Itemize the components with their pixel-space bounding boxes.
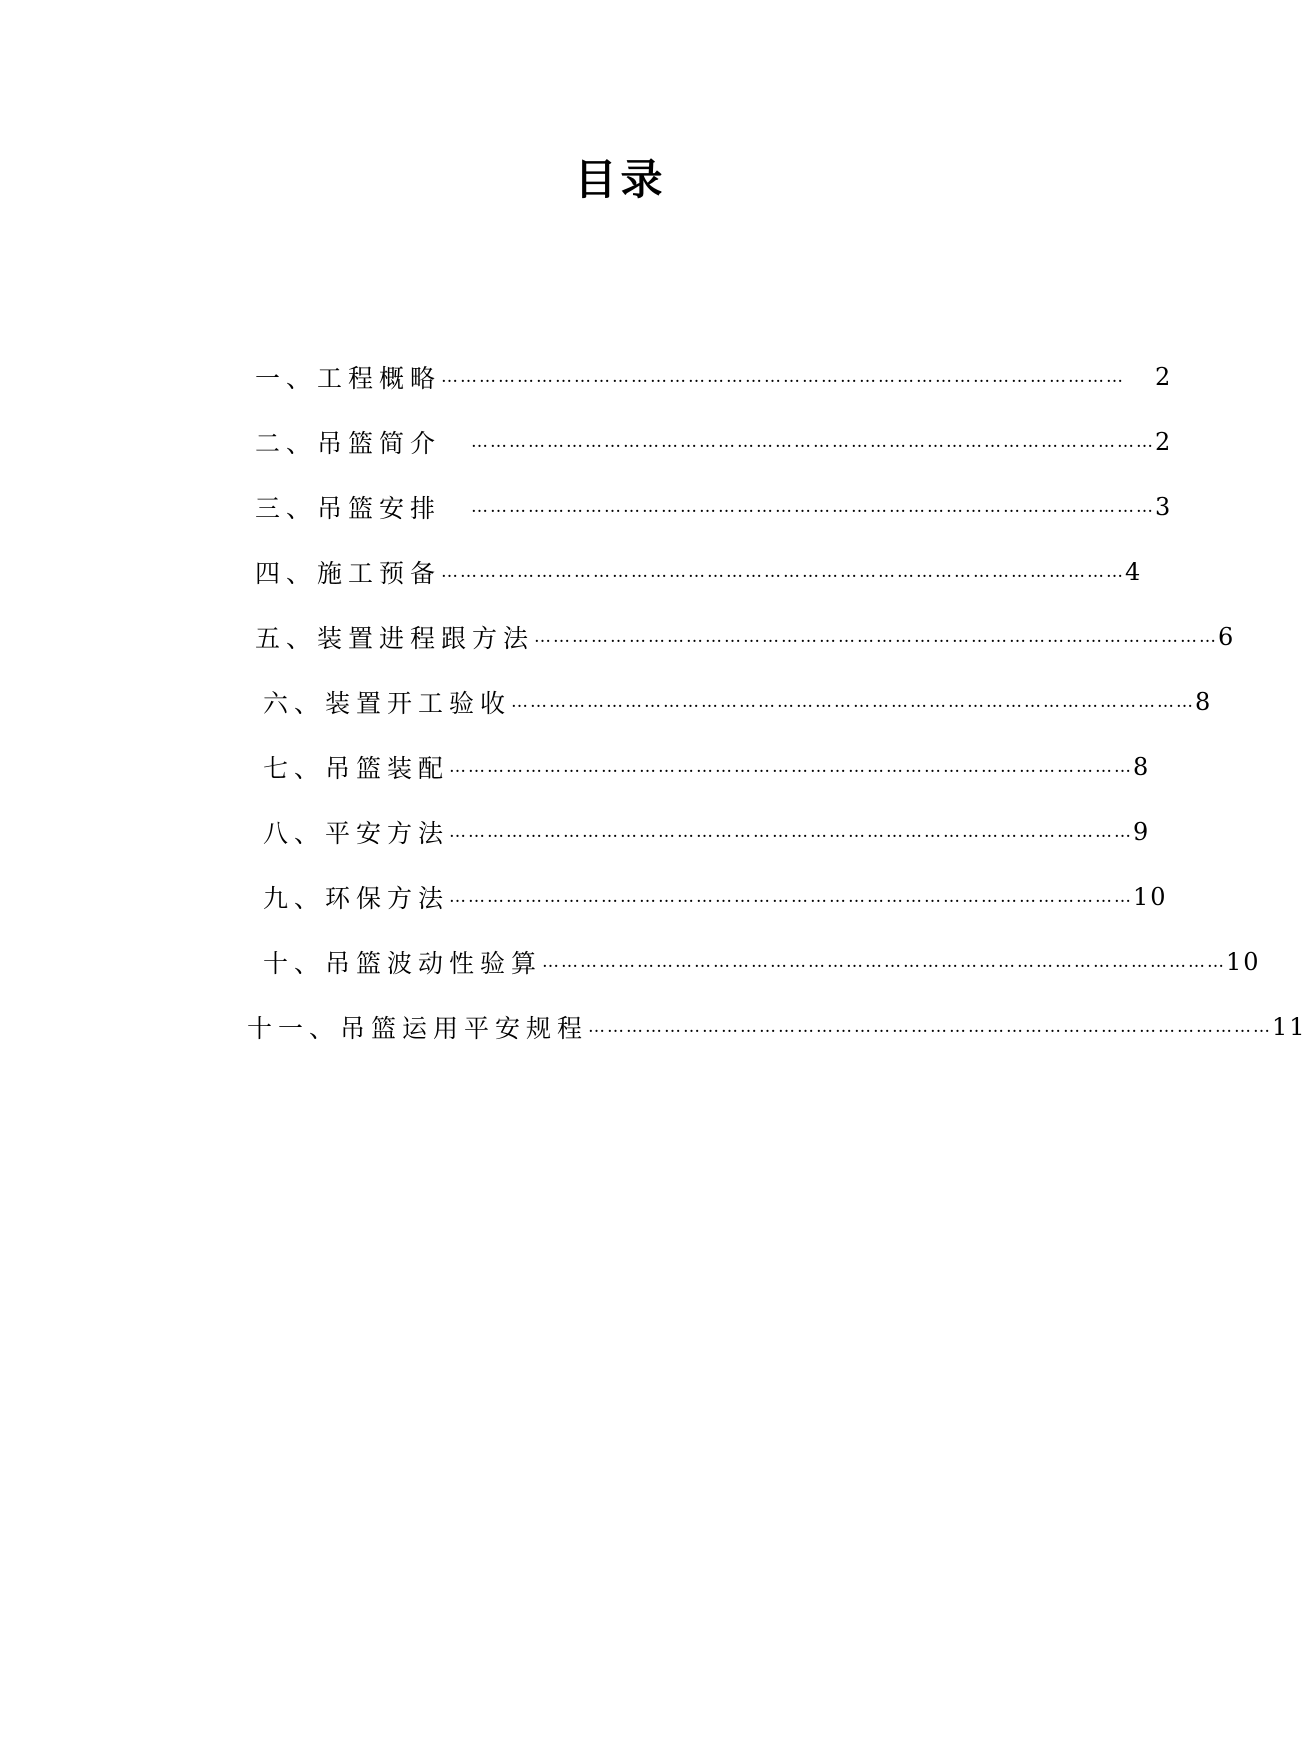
dot-leader: ……………………………………………………………………………………………… (542, 952, 1227, 972)
dot-leader: ……………………………………………………………………………………………… (449, 887, 1134, 907)
toc-entry-label: 九、环保方法 (263, 884, 450, 913)
toc-entry-label: 六、装置开工验收 (263, 689, 512, 718)
toc-entry-label: 十、吊篮波动性验算 (263, 949, 543, 978)
toc-entry[interactable] (263, 747, 1151, 787)
toc-entry-page: 8 (1195, 688, 1213, 716)
toc-entry[interactable] (255, 617, 1236, 657)
toc-entry-label: 七、吊篮装配 (263, 754, 450, 783)
toc-entry[interactable] (255, 357, 1173, 397)
toc-entry-page: 2 (1155, 428, 1173, 456)
toc-entry[interactable] (255, 422, 1173, 462)
toc-entry-label: 二、吊篮简介 (255, 429, 442, 458)
dot-leader: ……………………………………………………………………………………………… (588, 1017, 1273, 1037)
toc-entry-page: 10 (1226, 948, 1261, 976)
toc-entry[interactable] (263, 942, 1261, 982)
toc-entry-label: 五、装置进程跟方法 (255, 624, 535, 653)
toc-entry[interactable] (263, 682, 1213, 722)
toc-entry[interactable] (255, 552, 1143, 592)
toc-entry-page: 3 (1155, 493, 1173, 521)
toc-entry-page: 2 (1155, 363, 1173, 391)
page-title: 目录 (574, 155, 667, 204)
dot-leader: ……………………………………………………………………………………………… (471, 497, 1156, 517)
toc-entry-label: 四、施工预备 (255, 559, 442, 588)
toc-entry-label: 十一、吊篮运用平安规程 (247, 1014, 589, 1043)
toc-entry[interactable] (255, 487, 1173, 527)
toc-entry[interactable] (247, 1007, 1307, 1047)
toc-entry-page: 9 (1133, 818, 1151, 846)
toc-entry[interactable] (263, 877, 1168, 917)
dot-leader: ……………………………………………………………………………………………… (449, 822, 1134, 842)
dot-leader: ……………………………………………………………………………………………… (441, 367, 1126, 387)
dot-leader: ……………………………………………………………………………………………… (441, 562, 1126, 582)
dot-leader: ……………………………………………………………………………………………… (449, 757, 1134, 777)
toc-entry-label: 三、吊篮安排 (255, 494, 442, 523)
dot-leader: ……………………………………………………………………………………………… (471, 432, 1156, 452)
toc-entry-page: 10 (1133, 883, 1168, 911)
toc-entry-page: 8 (1133, 753, 1151, 781)
dot-leader: ……………………………………………………………………………………………… (511, 692, 1196, 712)
dot-leader: ……………………………………………………………………………………………… (534, 627, 1219, 647)
toc-entry[interactable] (263, 812, 1151, 852)
toc-entry-page: 4 (1125, 558, 1143, 586)
toc-entry-label: 一、工程概略 (255, 364, 442, 393)
toc-entry-page: 11 (1272, 1013, 1307, 1041)
toc-entry-page: 6 (1218, 623, 1236, 651)
toc-entry-label: 八、平安方法 (263, 819, 450, 848)
